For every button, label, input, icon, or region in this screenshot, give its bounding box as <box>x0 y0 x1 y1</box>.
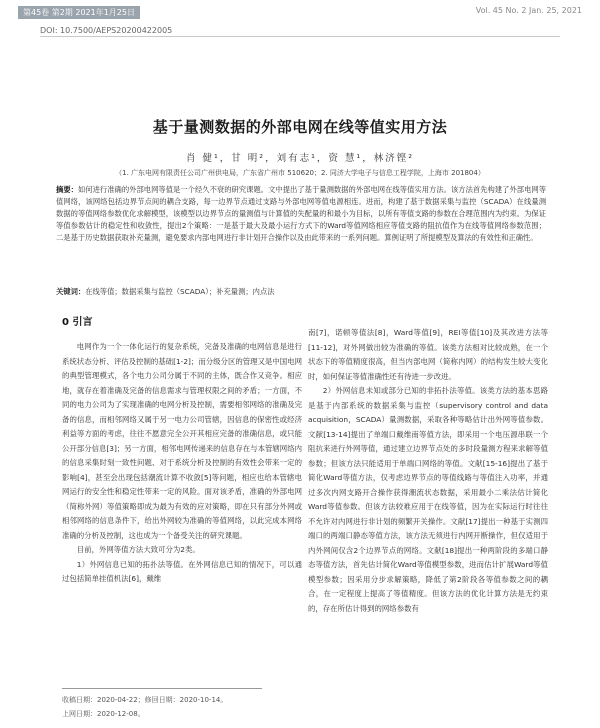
intro-paragraph-2: 目前，外网等值方法大致可分为2类。 <box>76 545 200 554</box>
left-column <box>62 316 302 587</box>
abstract <box>56 184 546 244</box>
keywords-text: 在线等值；数据采集与监控（SCADA）；补充量测；内点法 <box>85 287 275 296</box>
header-divider <box>40 36 560 37</box>
abstract-text: 如何进行准确的外部电网等值是一个经久不衰的研究课题。文中提出了基于量测数据的外部电网在线等值实用方法。该方法首先构建了外部电网等值网络，该网络包括边界节点间的耦合支路，每一边界节点通过支路与外部电网等值电源相连。进而，构建了基于数据采集与监控（SCADA）在线量测数据的等值网络参数优化求解模型，该模型以边界节点的量测值与计算值的失配量的和最小为目标，以所有等值支路的参数在合理范围内为约束。为保证等值参数估计的稳定性和收敛性，提出2个策略：一是基于最大及最小运行方式下的Ward等值网络相应等值支路的阻抗值作为在线等值网络参数范围；二是基于历史数据获取补充量测，避免要求内部电网进行非计划开合操作以及由此带来的一系列问题。算例证明了所提模型及算法的有效性和正确性。 <box>56 185 547 242</box>
paper-title: 基于量测数据的外部电网在线等值实用方法 <box>152 118 448 136</box>
received-date: 收稿日期：2020-04-22；修回日期：2020-10-14。 <box>62 696 228 704</box>
online-date: 上网日期：2020-12-08。 <box>62 710 145 718</box>
right-paragraph-2: 2）外网信息未知或部分已知的非拓扑法等值。该类方法的基本思路是基于内部系统的数据采集与监控（supervisory control and data acquisition，SCADA）量测数据，采取各种等略估计出外网等值参数。文献[13-14]提出了单端口戴维南等值方法，即采用一个电压源串联一个阻抗来进行外网等值，通过建立边界节点处的多时段量测方程来求解等值参数；但该方法只能适用于单端口网络的等值。文献[15-16]提出了基于简化Ward等值方法，仅考虑边界节点的等值线路与等值注入功率，并通过多次内网支路开合操作获得潮流状态数据，采用最小二乘法估计简化Ward等值参数。但该方法较难应用于在线等值，因为在实际运行时往往不允许对内网进行非计划的频繁开关操作。文献[17]提出一种基于实测四端口的两端口静态等值方法，该方法无须进行内网开断操作，但仅适用于内外网间仅含2个边界节点的网络。文献[18]提出一种两阶段的多端口静态等值方法，首先估计简化Ward等值模型参数，进而估计扩展Ward等值模型参数；因采用分步求解策略，降低了第2阶段各等值参数之间的耦合，在一定程度上提高了等值精度。但该方法的优化计算方法是无约束的，存在所估计得到的网络参数有 <box>308 386 548 613</box>
author-list: 肖 健¹，甘 明²，刘有志¹，资 慧¹，林济铿² <box>185 153 415 164</box>
right-paragraph-1: 南[7]，诺顿等值法[8]，Ward等值[9]，REI等值[10]及其改进方法等[11-12]，对外网做出较为准确的等值。该类方法相对比较成熟，在一个状态下的等值精度很高，但当内部电网（简称内网）的结构发生较大变化时，如何保证等值准确性还有待进一步改进。 <box>308 328 548 381</box>
section-heading-introduction: 0 引言 <box>62 317 93 328</box>
keywords <box>56 287 546 297</box>
keywords-label: 关键词： <box>56 287 86 296</box>
journal-issue-label: 第45卷 第2期 2021年1月25日 <box>18 6 140 19</box>
intro-paragraph-3: 1）外网信息已知的拓扑法等值。在外网信息已知的情况下，可以通过包括简单挂值机法[6]，戴维 <box>62 559 302 583</box>
abstract-label: 摘要： <box>56 185 78 194</box>
right-column <box>308 326 548 616</box>
intro-paragraph-1: 电网作为一个一体化运行的复杂系统，完备及准确的电网信息是进行系统状态分析、评估及控制的基础[1-2]；而分级分区的管理又是中国电网的典型管理模式，各个电力公司分属于不同的主体，既合作又竞争。相应地，就存在着准确及完备的信息需求与管理权限之间的矛盾；一方面，不同的电力公司为了实现准确的电网分析及控制，需要相邻网络的准确及完备的信息，而相邻网络又属于另一电力公司管辖，因信息的保密性或经济利益等方面的考虑，往往不愿意完全公开其相应完备的准确信息，或只能公开部分信息[3]；另一方面，相邻电网传递来的信息存在与本管辖网络内的信息采集时刻一致性问题、对于系统分析及控制的有效性会带来一定的影响[4]，甚至会出现包括潮流计算不收敛[5]等问题，相应也给本管辖电网运行的安全性和稳定性带来一定的风险。面对该矛盾，准确的外部电网（简称外网）等值策略即成为最为有效的应对策略，即在只有部分外网或相邻网络的信息条件下，给出外网较为准确的等值网络，以此完成本网络准确的分析及控制，这也成为一个备受关注的研究课题。 <box>62 342 302 540</box>
journal-volume-label: Vol. 45 No. 2 Jan. 25, 2021 <box>475 6 582 15</box>
doi-label[interactable]: DOI: 10.7500/AEPS20200422005 <box>40 26 173 35</box>
footnote <box>62 688 262 721</box>
affiliation: （1. 广东电网有限责任公司广州供电局，广东省广州市 510620；2. 同济大学电子与信息工程学院，上海市 201804） <box>115 169 485 177</box>
